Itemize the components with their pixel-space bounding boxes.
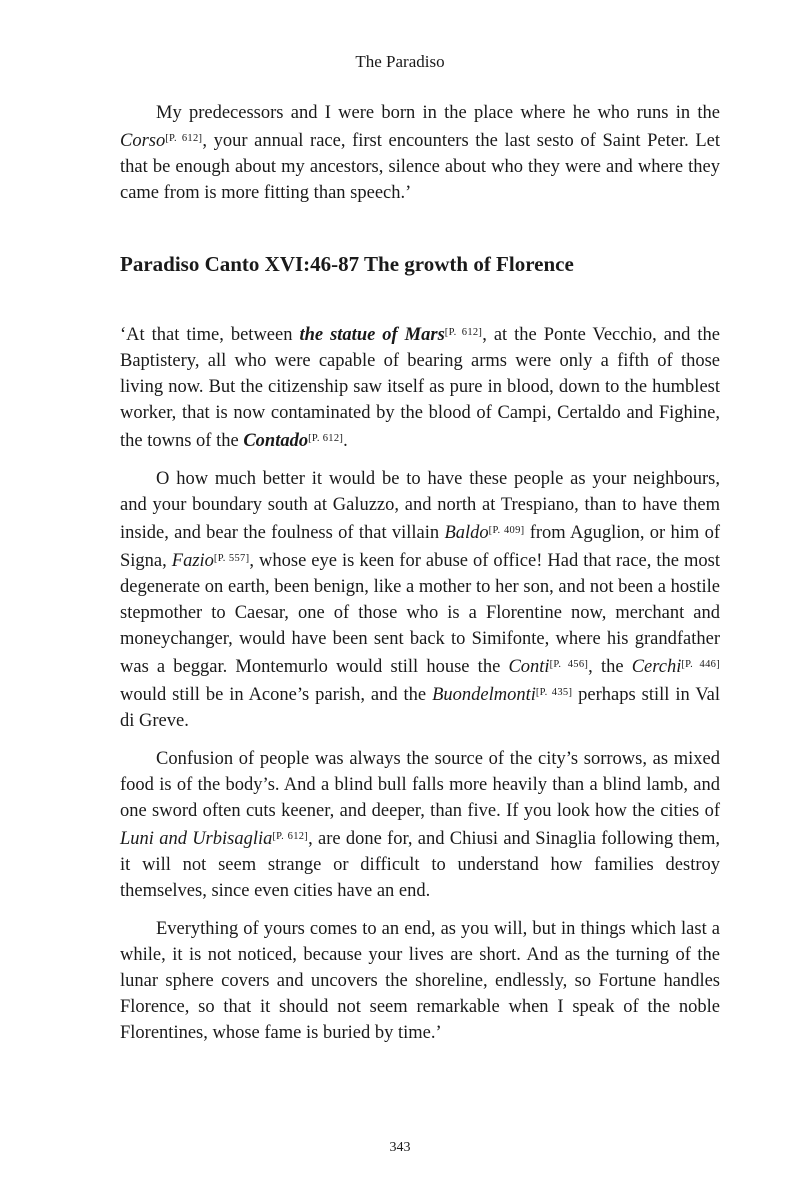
page-reference-link[interactable]: [P. 446]	[681, 659, 720, 670]
page-reference-link[interactable]: [P. 612]	[165, 133, 203, 144]
text-run: My predecessors and I were born in the place where he who runs in the	[156, 103, 720, 123]
text-run: O how much better it would be to have these people as your neighbours, and your boundary south at Galuzzo, and north at Trespiano, than to have them inside, and bear the foulness of that villain	[120, 469, 720, 543]
emphasis-cerchi: Cerchi	[631, 657, 682, 677]
page-reference-link[interactable]: [P. 557]	[213, 553, 250, 564]
text-run: would still be in Acone’s parish, and the	[120, 685, 433, 705]
emphasis-conti: Conti	[508, 657, 550, 677]
paragraph-3	[120, 746, 720, 904]
running-header: The Paradiso	[355, 52, 445, 71]
emphasis-buondelmonti: Buondelmonti	[432, 685, 536, 705]
page-reference-link[interactable]: [P. 612]	[272, 831, 309, 842]
paragraph-4	[120, 916, 720, 1046]
text-run: , at the Ponte Vecchio, and the Baptistery, all who were capable of bearing arms were only a fifth of those living now. But the citizenship saw itself as pure in blood, down to the humblest worker, that is now contaminated by the blood of Campi, Certaldo and Fighine, the towns of the	[120, 325, 721, 451]
page-reference-link[interactable]: [P. 612]	[308, 433, 344, 444]
section-body	[120, 320, 720, 1046]
text-run: , the	[588, 657, 632, 677]
emphasis-contado: Contado	[243, 431, 309, 451]
paragraph-1	[120, 320, 720, 454]
emphasis-fazio: Fazio	[171, 551, 214, 571]
text-run: Confusion of people was always the source of the city’s sorrows, as mixed food is of the body’s. And a blind bull falls more heavily than a blind lamb, and one sword often cuts keener, and deeper, than five. If you look how the cities of	[120, 749, 720, 821]
text-run: perhaps still in Val di Greve.	[120, 685, 720, 731]
page-reference-link[interactable]: [P. 456]	[549, 659, 589, 670]
text-run: from Aguglion, or him of Signa,	[120, 523, 720, 571]
emphasis-statue-of-mars: the statue of Mars	[299, 325, 445, 345]
intro-paragraph	[120, 100, 720, 206]
paragraph-2	[120, 466, 720, 734]
text-run: , are done for, and Chiusi and Sinaglia following them, it will not seem strange or difficult to understand how families destroy themselves, since even cities have an end.	[120, 829, 721, 901]
emphasis-luni-urbisaglia: Luni and Urbisaglia	[120, 829, 273, 849]
page-reference-link[interactable]: [P. 612]	[444, 327, 483, 338]
page-number: 343	[389, 1140, 411, 1155]
text-run: , your annual race, first encounters the last sesto of Saint Peter. Let that be enough about my ancestors, silence about who they were and where they came from is more fitting than speech.’	[120, 131, 720, 203]
intro-block	[120, 100, 720, 206]
page-reference-link[interactable]: [P. 409]	[488, 525, 525, 536]
text-run: Everything of yours comes to an end, as you will, but in things which last a while, it is not noticed, because your lives are short. And as the turning of the lunar sphere covers and uncovers the shoreline, endlessly, so Fortune handles Florence, so that it should not seem remarkable when I speak of the noble Florentines, whose fame is buried by time.’	[120, 919, 720, 1043]
page-reference-link[interactable]: [P. 435]	[535, 687, 573, 698]
section-heading: Paradiso Canto XVI:46-87 The growth of Florence	[120, 252, 574, 276]
emphasis-baldo: Baldo	[444, 523, 489, 543]
text-run: .	[343, 431, 348, 451]
emphasis-corso: Corso	[120, 131, 166, 151]
text-run: , whose eye is keen for abuse of office! Had that race, the most degenerate on earth, been benign, like a mother to her son, and not been a hostile stepmother to Caesar, one of those who is a Florentine now, merchant and moneychanger, would have been sent back to Simifonte, where his grandfather was a beggar. Montemurlo would still house the	[120, 551, 720, 677]
text-run: ‘At that time, between	[120, 325, 300, 345]
